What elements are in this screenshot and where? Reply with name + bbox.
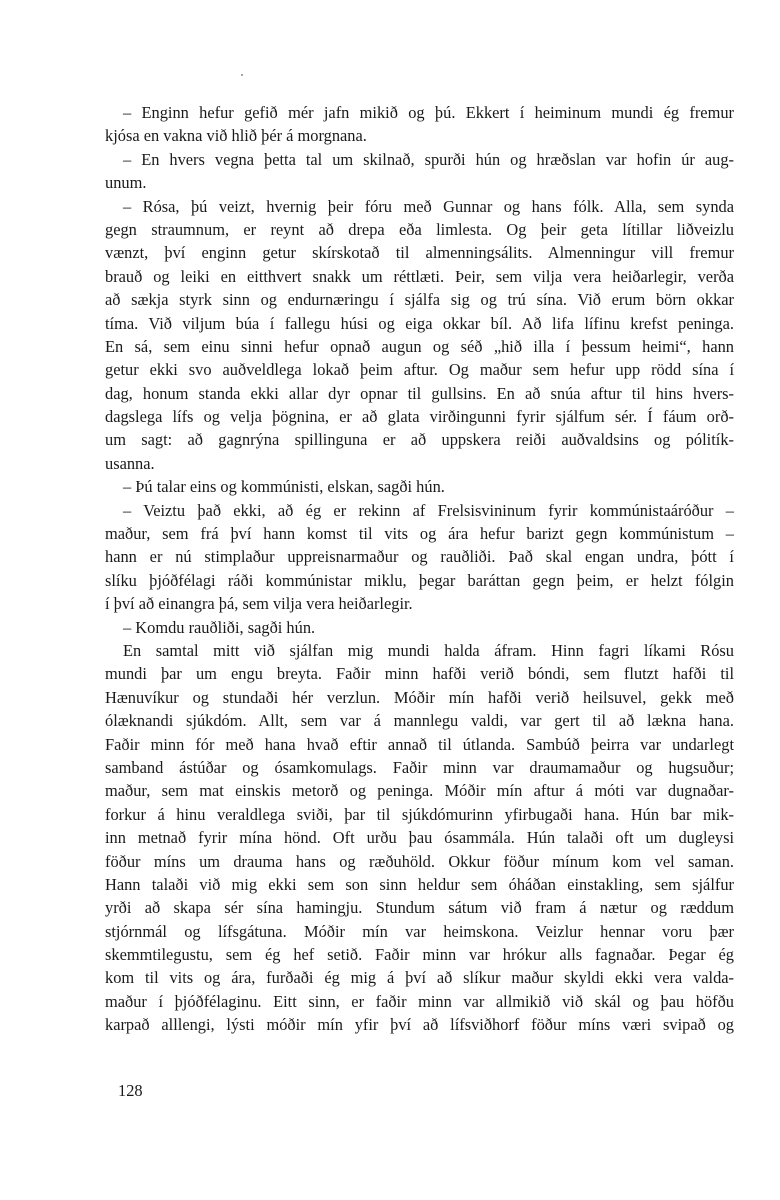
text-line: En sá, sem einu sinni hefur opnað augun og séð „hið illa í þessum heimi“, hann bbox=[105, 336, 734, 356]
text-line: getur ekki svo auðveldlega lokað þeim aftur. Og maður sem hefur upp rödd sína í bbox=[105, 360, 734, 380]
text-line: Hann talaði við mig ekki sem son sinn heldur sem óháðan einstakling, sem sjálfur bbox=[105, 874, 734, 894]
text-line: – Komdu rauðliði, sagði hún. bbox=[123, 617, 316, 637]
text-line: dag, honum standa ekki allar dyr opnar til gullsins. En að snúa aftur til hins hvers- bbox=[105, 383, 734, 403]
text-line: karpað alllengi, lýsti móðir mín yfir því að lífsviðhorf föður míns væri svipað og bbox=[105, 1015, 734, 1035]
text-line: – Veiztu það ekki, að ég er rekinn af Frelsisvininum fyrir kommúnistaáróður – bbox=[123, 500, 734, 520]
text-line: brauð og leiki en eitthvert snakk um réttlæti. Þeir, sem vilja vera heiðarlegir, verða bbox=[105, 266, 734, 286]
page-number: 128 bbox=[118, 1081, 143, 1100]
text-line: mundi þar um engu breyta. Faðir minn hafði verið bóndi, sem flutzt hafði til bbox=[105, 664, 734, 684]
text-line: tíma. Við viljum búa í fallegu húsi og eiga okkar bíl. Að lifa lífinu krefst peninga. bbox=[105, 313, 734, 333]
text-line: Faðir minn fór með hana hvað eftir annað til útlanda. Sambúð þeirra var undarlegt bbox=[105, 734, 734, 754]
text-line: – Enginn hefur gefið mér jafn mikið og þú. Ekkert í heiminum mundi ég fremur bbox=[123, 103, 734, 122]
text-line: samband ástúðar og ósamkomulags. Faðir minn var draumamaður og hugsuður; bbox=[105, 757, 734, 777]
text-line: slíku þjóðfélagi ráði kommúnistar miklu, þegar baráttan gegn þeim, er helzt fólgin bbox=[105, 570, 734, 590]
text-line: unum. bbox=[105, 173, 147, 193]
text-line: gegn straumnum, er reynt að drepa eða limlesta. Og þeir geta lítillar liðveizlu bbox=[105, 219, 734, 239]
body-text bbox=[105, 101, 734, 1037]
text-line: maður, sem frá því hann komst til vits og ára hefur barizt gegn kommúnistum – bbox=[105, 524, 734, 544]
text-line: ólæknandi sjúkdóm. Allt, sem var á mannlegu valdi, var gert til að lækna hana. bbox=[105, 711, 734, 731]
text-line: að sækja styrk sinn og endurnæringu í sjálfa sig og trú sína. Við erum börn okkar bbox=[105, 290, 734, 310]
text-line: skemmtilegustu, sem ég hef setið. Faðir minn var hrókur alls fagnaðar. Þegar ég bbox=[105, 945, 734, 965]
text-line: maður, sem mat einskis metorð og peninga. Móðir mín aftur á móti var dugnaðar- bbox=[105, 781, 734, 801]
text-line: – Rósa, þú veizt, hvernig þeir fóru með Gunnar og hans fólk. Alla, sem synda bbox=[123, 196, 734, 216]
text-line: um sagt: að gagnrýna spillinguna er að uppskera reiði auðvaldsins og pólitík- bbox=[105, 430, 734, 450]
text-line: – Þú talar eins og kommúnisti, elskan, sagði hún. bbox=[123, 477, 445, 497]
text-line: hann er nú stimplaður uppreisnarmaður og rauðliði. Það skal engan undra, þótt í bbox=[105, 547, 734, 567]
text-line: föður míns um drauma hans og ræðuhöld. Okkur föður mínum kom vel saman. bbox=[105, 851, 734, 871]
text-line: forkur á hinu veraldlega sviði, þar til sjúkdómurinn yfirbugaði hana. Hún bar mik- bbox=[105, 804, 734, 824]
text-line: – En hvers vegna þetta tal um skilnað, spurði hún og hræðslan var hofin úr aug- bbox=[123, 149, 734, 169]
text-line: maður í þjóðfélaginu. Eitt sinn, er faðir minn var allmikið við skál og þau höfðu bbox=[105, 991, 734, 1011]
text-line: kom til vits og ára, furðaði ég mig á því að slíkur maður skyldi ekki vera valda- bbox=[105, 968, 734, 988]
text-line: kjósa en vakna við hlið þér á morgnana. bbox=[105, 126, 367, 146]
text-line: usanna. bbox=[105, 453, 155, 473]
text-line: Hænuvíkur og stundaði hér verzlun. Móðir mín hafði verið heilsuvel, gekk með bbox=[105, 687, 734, 707]
text-line: stjórnmál og lífsgátuna. Móðir mín var heimskona. Veizlur hennar voru þær bbox=[105, 921, 734, 941]
text-line: dagslega lífs og velja þögnina, er að glata virðingunni fyrir sjálfum sér. Í fáum orð- bbox=[105, 407, 734, 427]
scan-speck bbox=[241, 74, 243, 76]
text-line: vænzt, því enginn getur skírskotað til almenningsálits. Almenningur vill fremur bbox=[105, 243, 734, 263]
text-line: yrði að skapa sér sína hamingju. Stundum sátum við fram á nætur og ræddum bbox=[105, 898, 734, 918]
text-line: í því að einangra þá, sem vilja vera heiðarlegir. bbox=[105, 594, 413, 614]
text-line: En samtal mitt við sjálfan mig mundi halda áfram. Hinn fagri líkami Rósu bbox=[123, 640, 734, 660]
text-line: inn metnað fyrir mína hönd. Oft urðu þau ósammála. Hún talaði oft um dugleysi bbox=[105, 828, 734, 848]
